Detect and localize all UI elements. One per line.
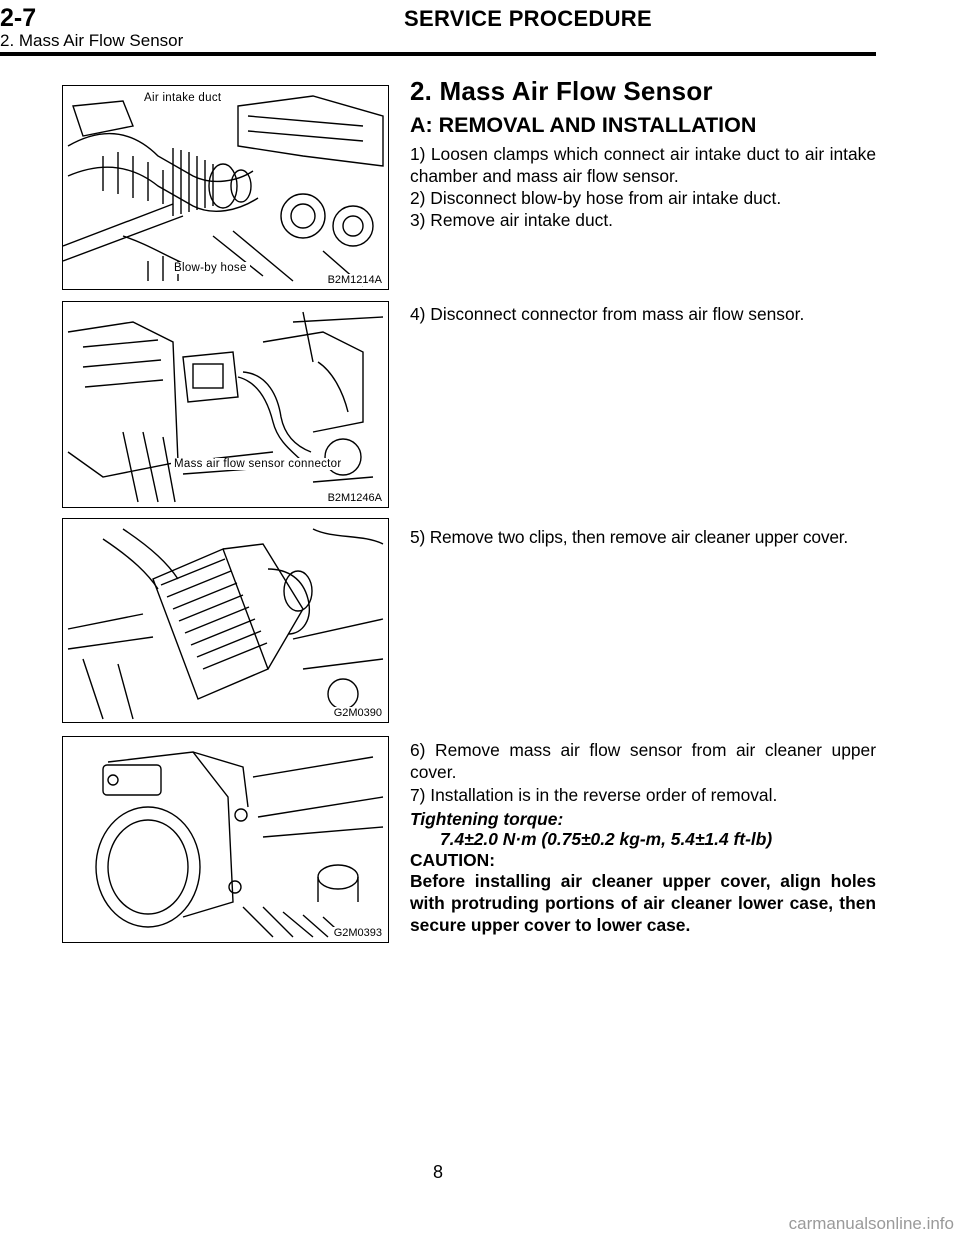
step-4: 4) Disconnect connector from mass air flow sensor. (410, 304, 805, 324)
figure-air-intake-duct (62, 85, 389, 290)
figure-mass-air-flow-sensor (62, 736, 389, 943)
figure-maf-connector (62, 301, 389, 508)
engine-bay-illustration-1 (63, 86, 388, 289)
header-rule (0, 52, 876, 56)
step-1: 1) Loosen clamps which connect air intake duct to air intake chamber and mass air flow sensor. (410, 144, 876, 186)
figure-air-cleaner-cover (62, 518, 389, 723)
torque-label: Tightening torque: (410, 809, 564, 829)
section-title: SERVICE PROCEDURE (404, 6, 652, 31)
engine-bay-illustration-2 (63, 302, 388, 507)
figure-code: G2M0390 (333, 707, 382, 719)
section-subtitle: 2. Mass Air Flow Sensor (0, 31, 184, 50)
page-heading: 2. Mass Air Flow Sensor (410, 76, 713, 106)
step-2: 2) Disconnect blow-by hose from air intake duct. (410, 188, 782, 208)
torque-value: 7.4±2.0 N·m (0.75±0.2 kg-m, 5.4±1.4 ft-lb) (440, 829, 773, 849)
step-6: 6) Remove mass air flow sensor from air cleaner upper cover. (410, 740, 876, 782)
caution-text: Before installing air cleaner upper cover, align holes with protruding portions of air cleaner lower case, then secure upper cover to lower case. (410, 871, 876, 935)
callout-maf-connector: Mass air flow sensor connector (171, 458, 345, 470)
footer-watermark[interactable]: carmanualsonline.info (788, 1214, 954, 1233)
callout-blow-by-hose: Blow-by hose (171, 262, 250, 274)
step-3: 3) Remove air intake duct. (410, 210, 613, 230)
figure-code: G2M0393 (333, 927, 382, 939)
figure-code: B2M1214A (327, 274, 382, 286)
figure-code: B2M1246A (327, 492, 382, 504)
step-7: 7) Installation is in the reverse order of removal. (410, 785, 778, 805)
engine-bay-illustration-3 (63, 519, 388, 722)
step-5: 5) Remove two clips, then remove air cleaner upper cover. (410, 527, 849, 547)
caution-label: CAUTION: (410, 850, 496, 870)
subheading: A: REMOVAL AND INSTALLATION (410, 113, 757, 137)
section-code: 2-7 (0, 4, 37, 32)
callout-air-intake-duct: Air intake duct (141, 92, 224, 104)
page-number: 8 (432, 1162, 443, 1182)
maf-sensor-illustration (63, 737, 388, 942)
